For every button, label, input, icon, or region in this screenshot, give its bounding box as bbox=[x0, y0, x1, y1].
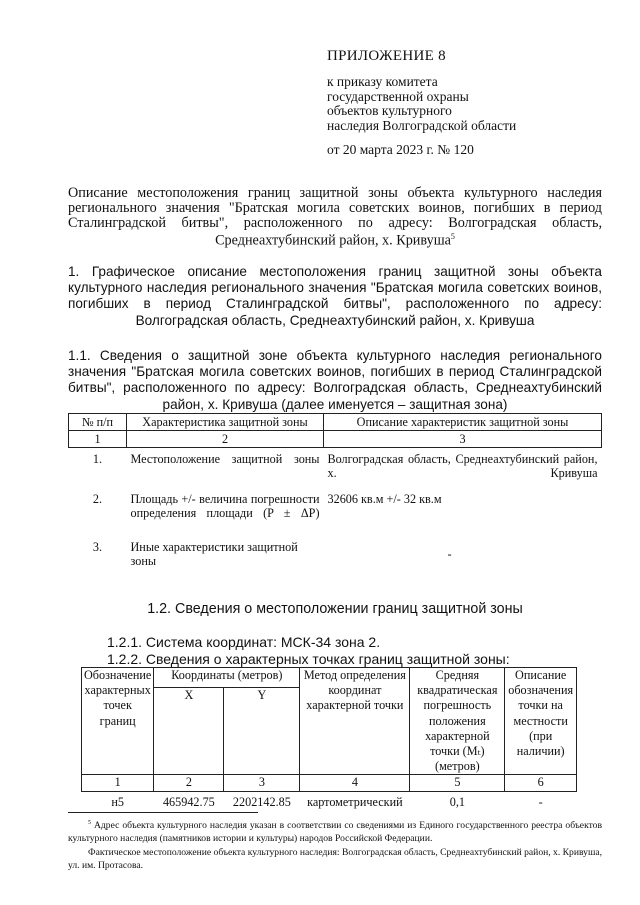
table-row bbox=[69, 491, 602, 539]
row-number: 3. bbox=[92, 540, 103, 554]
protection-zone-table bbox=[68, 413, 602, 569]
index-cell: 4 bbox=[300, 775, 410, 791]
appendix-line: объектов культурного bbox=[327, 103, 452, 119]
boundary-points-table bbox=[81, 667, 577, 810]
footnote-number: 5 bbox=[88, 820, 91, 826]
header-x: X bbox=[154, 688, 224, 775]
index-cell: 1 bbox=[82, 775, 154, 791]
index-cell: 1 bbox=[69, 431, 127, 448]
row-label: Местоположение защитной зоны bbox=[130, 452, 320, 466]
cell-x: 465942.75 bbox=[162, 794, 215, 809]
appendix-order-lines bbox=[327, 75, 516, 133]
cell-y: 2202142.85 bbox=[232, 794, 291, 809]
table-row bbox=[69, 539, 602, 569]
document-title-text: Описание местоположения границ защитной зоны объекта культурного наследия регионального значения "Братская могила советских воинов, погибших в период Сталинградской битвы", расположенного по адресу: Волгоградская область, Среднеахтубинский район, х. Кривуша bbox=[68, 185, 602, 250]
section-1-1-heading: 1.1. Сведения о защитной зоне объекта культурного наследия регионального значения "Братская могила советских воинов, погибших в период Сталинградской битвы", расположенного по адресу: Волгоградская область, Среднеахтубинский район, х. Кривуша (далее именуется – защитная зона) bbox=[68, 348, 602, 412]
section-1-heading: 1. Графическое описание местоположения границ защитной зоны объекта культурного наследия регионального значения "Братская могила советских воинов, погибших в период Сталинградской битвы", расположенного по адресу: Волгоградская область, Среднеахтубинский район, х. Кривуша bbox=[68, 264, 602, 328]
cell-description: - bbox=[538, 794, 543, 809]
header-method: Метод определения координат характерной точки bbox=[300, 668, 410, 775]
cell-error: 0,1 bbox=[449, 794, 465, 809]
header-description: Описание обозначения точки на местности (при наличии) bbox=[505, 668, 577, 775]
table-index-row bbox=[69, 431, 602, 448]
cell-method: картометрический bbox=[307, 794, 403, 809]
appendix-title: ПРИЛОЖЕНИЕ 8 bbox=[327, 48, 446, 64]
section-1-2-2: 1.2.2. Сведения о характерных точках границ защитной зоны: bbox=[107, 651, 510, 667]
table-header-row bbox=[69, 414, 602, 431]
header-error: Средняя квадратическая погрешность положения характерной точки (Mₜ) (метров) bbox=[410, 668, 505, 775]
index-cell: 6 bbox=[505, 775, 577, 791]
header-y: Y bbox=[224, 688, 300, 775]
appendix-line: государственной охраны bbox=[327, 88, 469, 104]
index-cell: 2 bbox=[127, 431, 324, 448]
index-cell: 3 bbox=[324, 431, 602, 448]
index-cell: 5 bbox=[410, 775, 505, 791]
appendix-line: наследия Волгоградской области bbox=[327, 117, 517, 133]
appendix-date: от 20 марта 2023 г. № 120 bbox=[327, 142, 474, 157]
footnote-ref: 5 bbox=[450, 232, 455, 242]
footnote-paragraph: Фактическое местоположение объекта культурного наследия: Волгоградская область, Среднеахтубинский район, х. Кривуша, ул. им. Протасова. bbox=[68, 846, 603, 872]
section-1-2-heading: 1.2. Сведения о местоположении границ защитной зоны bbox=[147, 601, 523, 617]
row-label: Площадь +/- величина погрешности определения площади (P ± ΔP) bbox=[130, 492, 320, 520]
table-row bbox=[69, 448, 602, 492]
header-number: № п/п bbox=[69, 414, 127, 431]
row-label: Иные характеристики защитной зоны bbox=[130, 540, 298, 568]
row-value: - bbox=[447, 547, 452, 561]
index-cell: 3 bbox=[224, 775, 300, 791]
footnote bbox=[68, 817, 602, 872]
table-row bbox=[82, 791, 577, 810]
appendix-line: к приказу комитета bbox=[327, 74, 438, 89]
table-header-row bbox=[82, 668, 577, 688]
header-point: Обозначение характерных точек границ bbox=[82, 668, 154, 775]
index-cell: 2 bbox=[154, 775, 224, 791]
footnote-text: Адрес объекта культурного наследия указан в соответствии со сведениями из Единого государственного реестра объектов культурного наследия (памятников истории и культуры) народов Российской Федерации. bbox=[68, 820, 602, 845]
row-value: 32606 кв.м +/- 32 кв.м bbox=[327, 492, 442, 506]
section-1-2-1: 1.2.1. Система координат: МСК-34 зона 2. bbox=[107, 634, 381, 650]
header-description: Описание характеристик защитной зоны bbox=[324, 414, 602, 431]
header-characteristic: Характеристика защитной зоны bbox=[127, 414, 324, 431]
header-coordinates: Координаты (метров) bbox=[154, 668, 300, 688]
footnote-paragraph bbox=[68, 817, 602, 846]
row-value: Волгоградская область, Среднеахтубинский район, х. Кривуша bbox=[327, 452, 598, 480]
table-index-row bbox=[82, 775, 577, 791]
row-number: 1. bbox=[92, 452, 103, 466]
footnote-divider bbox=[68, 812, 258, 813]
document-title bbox=[68, 186, 602, 249]
cell-point: н5 bbox=[111, 794, 124, 809]
row-number: 2. bbox=[92, 492, 103, 506]
